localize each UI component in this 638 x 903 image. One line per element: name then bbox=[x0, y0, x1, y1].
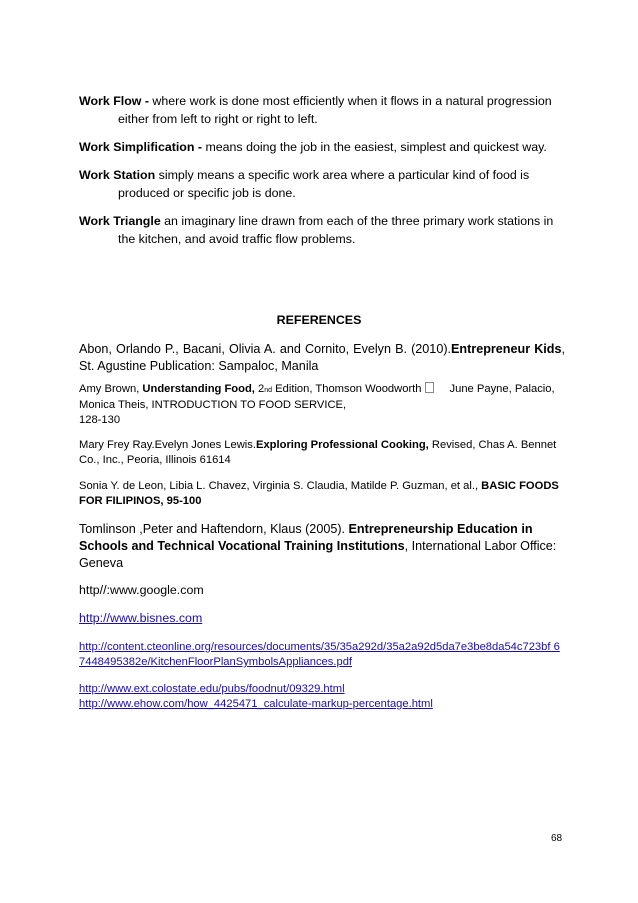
reference-ray bbox=[79, 438, 565, 468]
reference-title: Entrepreneurship Education in Schools and Technical Vocational Training Institutions bbox=[79, 522, 533, 553]
reference-text: Revised, Chas A. Bennet Co., Inc., Peoria, Illinois 61614 bbox=[79, 439, 557, 466]
reference-text: Sonia Y. de Leon, Libia L. Chavez, Virginia S. Claudia, Matilde P. Guzman, et al., bbox=[79, 480, 482, 492]
reference-abon bbox=[79, 341, 565, 375]
reference-text: Amy Brown, bbox=[79, 383, 143, 395]
definition-term: Work Flow - bbox=[79, 94, 149, 108]
reference-text: Tomlinson ,Peter and Haftendorn, Klaus (2005). bbox=[79, 522, 349, 536]
definition-work-triangle bbox=[79, 212, 569, 248]
definition-work-station bbox=[79, 166, 569, 202]
definition-work-flow bbox=[79, 92, 569, 128]
page-number: 68 bbox=[551, 833, 563, 844]
definition-term: Work Station bbox=[79, 168, 156, 182]
missing-glyph-box-icon bbox=[425, 382, 434, 393]
reference-deleon bbox=[79, 479, 565, 509]
reference-cteonline-link[interactable]: http://content.cteonline.org/resources/documents/35/35a292d/35a2a92d5da7e3be8da54c723bf 67448495382e/KitchenFloorPlanSymbolsAppliances.pdf bbox=[79, 641, 560, 668]
definition-work-simplification bbox=[79, 138, 569, 156]
reference-google-url: http//:www.google.com bbox=[79, 583, 204, 597]
reference-pages: 128-130 bbox=[79, 414, 121, 426]
definition-text: simply means a specific work area where a particular kind of food is produced or specific job is done. bbox=[118, 168, 530, 200]
reference-title: Understanding Food, bbox=[142, 383, 255, 395]
definition-text: where work is done most efficiently when it flows in a natural progression either from left to right or right to left. bbox=[118, 94, 552, 126]
reference-text: , International Labor Office: Geneva bbox=[79, 539, 557, 570]
definition-text: means doing the job in the easiest, simplest and quickest way. bbox=[202, 140, 547, 154]
definition-term: Work Simplification - bbox=[79, 140, 202, 154]
reference-text: , St. Agustine Publication: Sampaloc, Manila bbox=[79, 342, 565, 373]
reference-title: BASIC FOODS FOR FILIPINOS, 95-100 bbox=[79, 480, 559, 507]
reference-title: Exploring Professional Cooking, bbox=[255, 439, 429, 451]
reference-tomlinson bbox=[79, 521, 565, 572]
reference-text: June Payne, Palacio, Monica Theis, INTRODUCTION TO FOOD SERVICE, bbox=[79, 383, 555, 411]
reference-colostate-link[interactable]: http://www.ext.colostate.edu/pubs/foodnut/09329.html bbox=[79, 683, 345, 695]
reference-ehow-link[interactable]: http://www.ehow.com/how_4425471_calculate-markup-percentage.html bbox=[79, 698, 433, 710]
reference-text: 2 bbox=[254, 383, 265, 395]
definitions-list bbox=[79, 92, 569, 258]
reference-text: Abon, Orlando P., Bacani, Olivia A. and Cornito, Evelyn B. (2010). bbox=[79, 342, 452, 356]
reference-brown bbox=[79, 382, 565, 428]
reference-title: Entrepreneur Kids bbox=[451, 342, 562, 356]
definition-text: an imaginary line drawn from each of the three primary work stations in the kitchen, and avoid traffic flow problems. bbox=[118, 214, 554, 246]
reference-text: Edition, Thomson Woodworth bbox=[272, 383, 422, 395]
definition-term: Work Triangle bbox=[79, 214, 161, 228]
reference-bisnes-link[interactable]: http://www.bisnes.com bbox=[79, 611, 203, 625]
superscript: nd bbox=[264, 387, 273, 394]
references-heading: REFERENCES bbox=[276, 313, 362, 327]
reference-text: Mary Frey Ray.Evelyn Jones Lewis. bbox=[79, 439, 256, 451]
